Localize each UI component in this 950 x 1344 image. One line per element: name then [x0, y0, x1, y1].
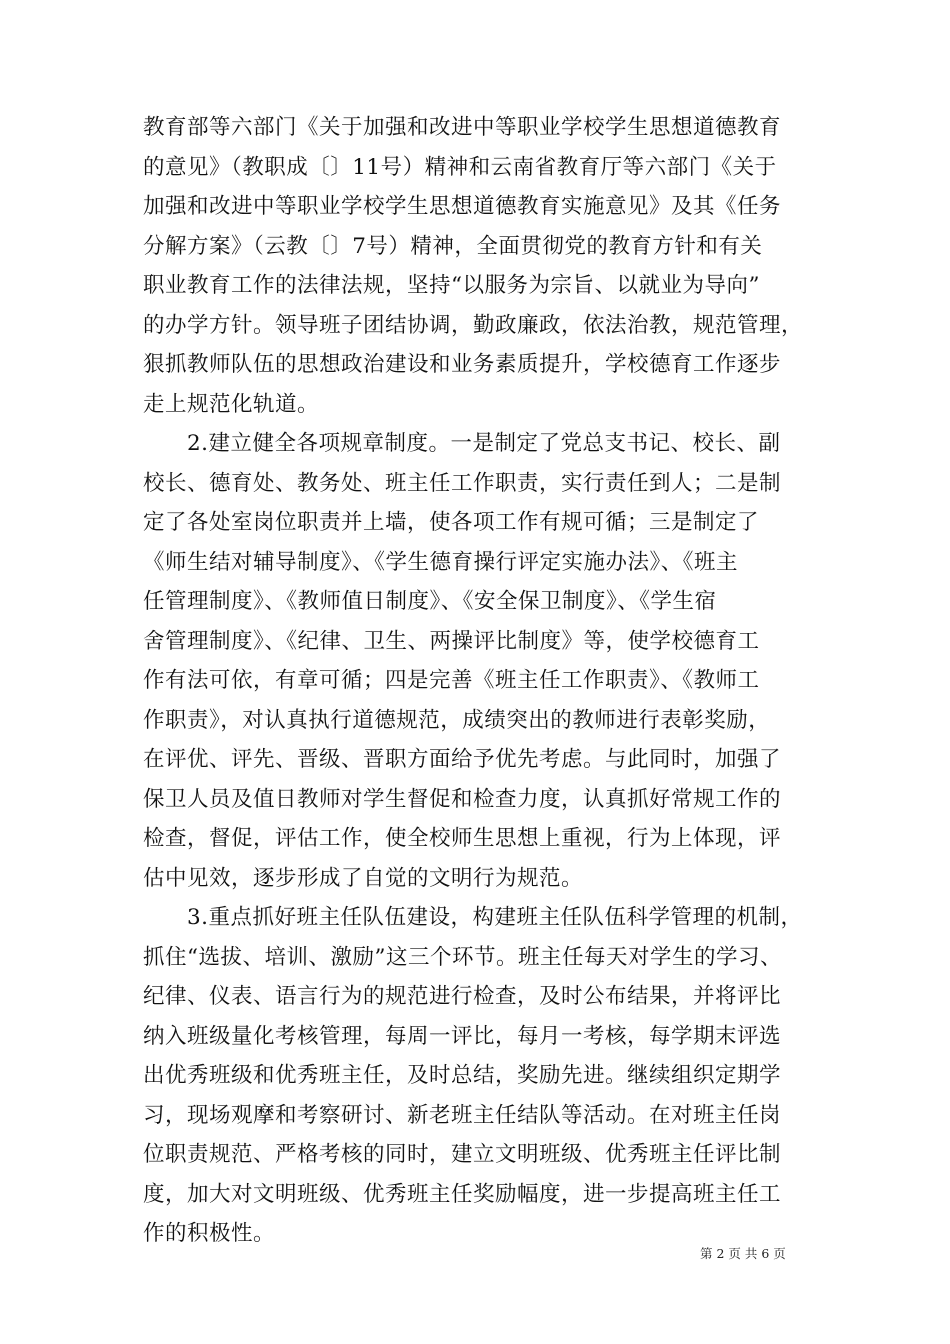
text-line: 狠抓教师队伍的思想政治建设和业务素质提升，学校德育工作逐步	[143, 352, 782, 377]
text-line: 定了各处室岗位职责并上墙，使各项工作有规可循；三是制定了	[143, 510, 760, 535]
text-line: 位职责规范、严格考核的同时，建立文明班级、优秀班主任评比制	[143, 1142, 782, 1167]
text-line: 抓住“选拔、培训、激励”这三个环节。班主任每天对学生的学习、	[143, 944, 782, 970]
text-line: 任管理制度》、《教师值日制度》、《安全保卫制度》、《学生宿	[143, 589, 717, 614]
text-line: 的意见》（教职成〔〕11号）精神和云南省教育厅等六部门《关于	[143, 154, 777, 180]
text-line: 估中见效，逐步形成了自觉的文明行为规范。	[143, 865, 584, 891]
text-line: 舍管理制度》、《纪律、卫生、两操评比制度》等，使学校德育工	[143, 628, 760, 654]
text-line: 的办学方针。领导班子团结协调，勤政廉政，依法治教，规范管理，	[143, 312, 804, 338]
text-line: 作职责》，对认真执行道德规范，成绩突出的教师进行表彰奖励，	[143, 707, 771, 733]
paragraph-3-start: 3.重点抓好班主任队伍建设，构建班主任队伍科学管理的机制，	[187, 905, 803, 930]
text-line: 职业教育工作的法律法规，坚持“以服务为宗旨、以就业为导向”	[143, 273, 760, 298]
text-line: 纳入班级量化考核管理，每周一评比，每月一考核，每学期末评选	[143, 1023, 782, 1049]
paragraph-2-start: 2.建立健全各项规章制度。一是制定了党总支书记、校长、副	[187, 431, 781, 456]
text-line: 作的积极性。	[143, 1221, 276, 1246]
body-text	[143, 108, 811, 1254]
text-line: 保卫人员及值日教师对学生督促和检查力度，认真抓好常规工作的	[143, 786, 782, 812]
text-line: 纪律、仪表、语言行为的规范进行检查，及时公布结果，并将评比	[143, 984, 782, 1009]
text-line: 出优秀班级和优秀班主任，及时总结，奖励先进。继续组织定期学	[143, 1063, 782, 1088]
text-line: 分解方案》（云教〔〕7号）精神，全面贯彻党的教育方针和有关	[143, 233, 763, 259]
page-number: 第 2 页 共 6 页	[700, 1246, 786, 1261]
text-line: 教育部等六部门《关于加强和改进中等职业学校学生思想道德教育	[143, 115, 782, 140]
text-line: 习，现场观摩和考察研讨、新老班主任结队等活动。在对班主任岗	[143, 1102, 782, 1128]
text-line: 《师生结对辅导制度》、《学生德育操行评定实施办法》、《班主	[143, 549, 739, 575]
text-line: 检查，督促，评估工作，使全校师生思想上重视，行为上体现，评	[143, 826, 782, 851]
text-line: 加强和改进中等职业学校学生思想道德教育实施意见》及其《任务	[143, 194, 782, 219]
text-line: 度，加大对文明班级、优秀班主任奖励幅度，进一步提高班主任工	[143, 1181, 782, 1207]
text-line: 走上规范化轨道。	[143, 391, 320, 417]
text-line: 校长、德育处、教务处、班主任工作职责，实行责任到人；二是制	[143, 470, 782, 496]
text-line: 在评优、评先、晋级、晋职方面给予优先考虑。与此同时，加强了	[143, 747, 782, 772]
text-line: 作有法可依，有章可循；四是完善《班主任工作职责》、《教师工	[143, 668, 760, 693]
